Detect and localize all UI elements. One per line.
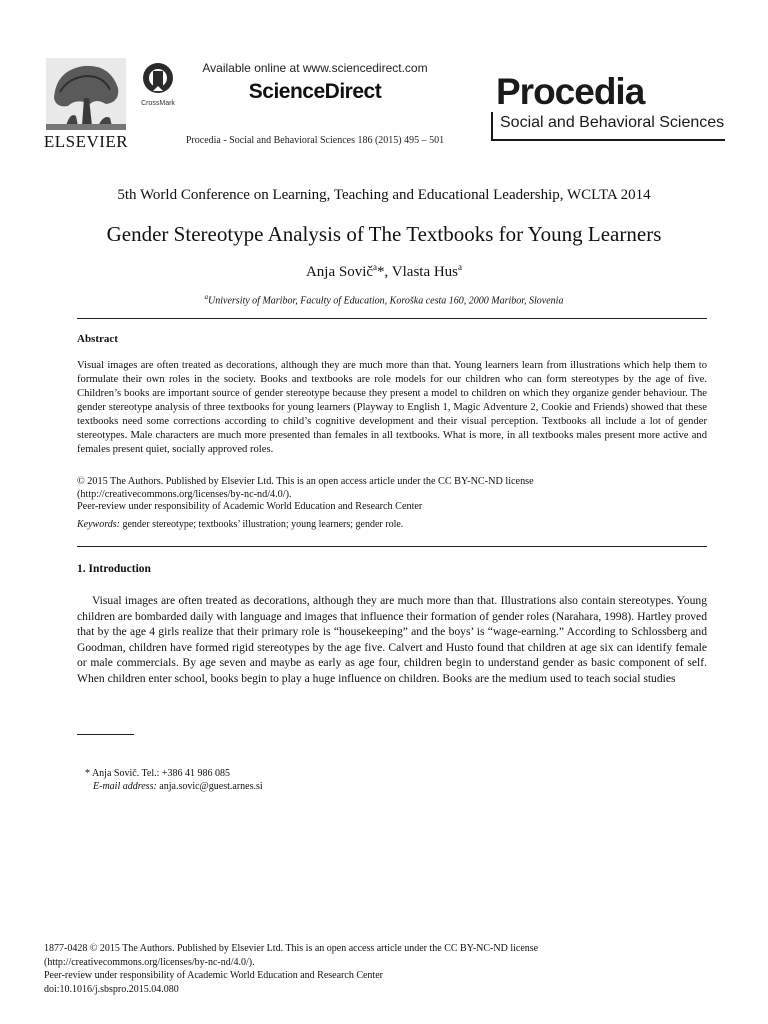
procedia-subtitle: Social and Behavioral Sciences [500, 114, 725, 131]
license-link[interactable]: (http://creativecommons.org/licenses/by-nc-nd/4.0/). [77, 488, 292, 500]
section-heading: 1. Introduction [77, 563, 151, 575]
paper-title: Gender Stereotype Analysis of The Textbooks for Young Learners [106, 222, 662, 246]
footer-doi[interactable]: doi:10.1016/j.sbspro.2015.04.080 [44, 983, 179, 995]
elsevier-tree-icon [46, 58, 126, 130]
footer-license: 1877-0428 © 2015 The Authors. Published by Elsevier Ltd. This is an open access article under the CC BY-NC-ND license [44, 943, 539, 954]
author-name: Vlasta Hus [391, 264, 459, 280]
keywords-label: Keywords: [77, 519, 120, 530]
keywords [77, 519, 707, 530]
keywords-list: gender stereotype; textbooks’ illustration; young learners; gender role. [119, 519, 404, 530]
elsevier-logo [40, 58, 132, 151]
section-body: Visual images are often treated as decorations, although they are much more than that. Illustrations also contain stereotypes. Young children are bombarded daily with language and images that influence their formation of gender roles (Narahara, 1998). Hartley proved that by the age 4 girls realize that their primary role is “housekeeping” and the boys’ is “wage-earning.” According to Schlossberg and Goodman, children have formed rigid stereotypes by the age five. Calvert and Husto found that children at age six can identify female or male commercials. By age seven and maybe as early as age four, children begin to understand gender as basic component of self. When children enter school, books begin to play a huge influence on children. Books are the medium used to teach social studies [77, 594, 707, 685]
page-footer [44, 942, 724, 996]
publisher-name: ELSEVIER [43, 132, 129, 151]
crossmark-logo[interactable] [138, 62, 178, 110]
affiliation-mark: a [204, 293, 209, 301]
license-block [77, 476, 707, 514]
footer-peer-review: Peer-review under responsibility of Academic World Education and Research Center [44, 970, 383, 981]
crossmark-icon [142, 62, 174, 96]
author-name: Anja Sovič [305, 264, 374, 280]
corresponding-author-footnote: * Anja Sovič. Tel.: +386 41 986 085 [85, 768, 231, 779]
email-footnote [93, 781, 263, 792]
journal-citation: Procedia - Social and Behavioral Sciences 186 (2015) 495 – 501 [185, 135, 445, 146]
abstract-bottom-rule [77, 546, 707, 547]
abstract-top-rule [77, 318, 707, 319]
sciencedirect-logo: ScienceDirect [248, 80, 382, 103]
license-line: © 2015 The Authors. Published by Elsevier Ltd. This is an open access article under the CC BY-NC-ND license [77, 476, 534, 487]
author-separator: , [384, 264, 392, 280]
peer-review-line: Peer-review under responsibility of Academic World Education and Research Center [77, 501, 423, 512]
corresponding-author-mark: * [377, 264, 385, 280]
procedia-subtitle-box [491, 112, 725, 141]
procedia-logo: Procedia [496, 71, 645, 112]
author-affiliation-mark: a [458, 262, 463, 272]
abstract-heading: Abstract [77, 333, 118, 345]
footer-license-link[interactable]: (http://creativecommons.org/licenses/by-nc-nd/4.0/). [44, 956, 255, 968]
affiliation [0, 293, 768, 306]
conference-line: 5th World Conference on Learning, Teaching and Educational Leadership, WCLTA 2014 [117, 187, 651, 203]
email-address[interactable]: anja.sovic@guest.arnes.si [156, 781, 263, 792]
abstract-text: Visual images are often treated as decorations, although they are much more than that. Young learners learn from illustrations which help them to formulate their own roles in the society. Books and textbooks are role models for our children who can form stereotypes by the age of five. Children’s books are important source of gender stereotype because they present a model to children on which they organize gender behaviour. The gender stereotype analysis of three textbooks for young learners (Playway to English 1, Magic Adventure 2, Cookie and Friends) showed that these textbooks need some corrections according to child’s cognitive development and their visual perception. Textbooks all include a lot of gender stereotypes. Male characters are much more presented than females in all textbooks. What is more, in all textbooks males present more active and females present quiet, socially approved roles. [77, 360, 707, 455]
available-online-text: Available online at www.sciencedirect.com [202, 61, 428, 75]
crossmark-label: CrossMark [141, 100, 175, 107]
footnote-rule [77, 734, 134, 735]
affiliation-text: University of Maribor, Faculty of Education, Koroška cesta 160, 2000 Maribor, Slovenia [208, 295, 564, 307]
email-label: E-mail address: [93, 781, 157, 792]
author-list [0, 262, 768, 281]
author-affiliation-mark: a [373, 262, 378, 272]
